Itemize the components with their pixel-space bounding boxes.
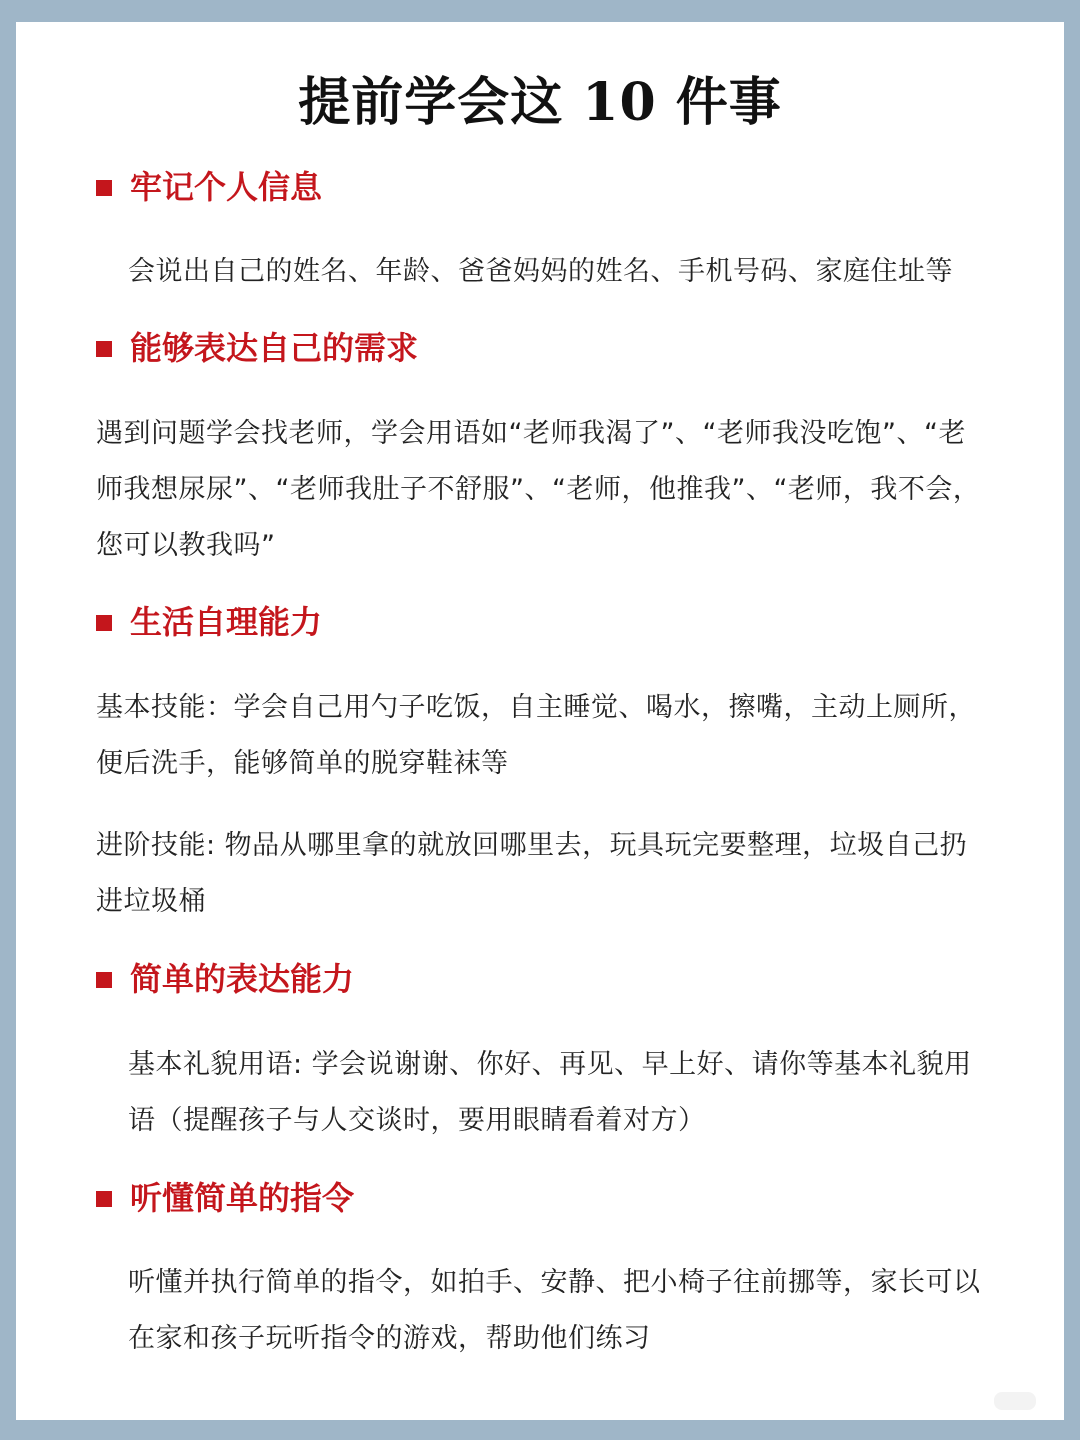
section-paragraph: 会说出自己的姓名、年龄、爸爸妈妈的姓名、手机号码、家庭住址等 <box>128 256 953 287</box>
section-paragraph: 基本技能：学会自己用勺子吃饭，自主睡觉、喝水，擦嘴，主动上厕所，便后洗手，能够简单的脱穿鞋袜等 <box>96 692 976 779</box>
section-self-care <box>96 603 982 641</box>
section-title: 听懂简单的指令 <box>130 1179 355 1217</box>
section-title: 牢记个人信息 <box>130 168 323 206</box>
section-self-care-basic <box>96 680 982 792</box>
square-bullet-icon <box>96 180 112 196</box>
section-paragraph: 听懂并执行简单的指令，如拍手、安静、把小椅子往前挪等，家长可以在家和孩子玩听指令的游戏，帮助他们练习 <box>128 1267 981 1354</box>
section-expression-needs-body <box>96 406 982 574</box>
section-self-care-advanced <box>96 818 982 930</box>
section-simple-commands-body <box>96 1255 982 1367</box>
section-title: 能够表达自己的需求 <box>130 329 419 367</box>
content-page <box>16 22 1064 1420</box>
section-expression-needs <box>96 329 982 367</box>
section-title: 生活自理能力 <box>130 603 323 641</box>
page-title: 提前学会这 10 件事 <box>298 72 782 133</box>
section-paragraph: 遇到问题学会找老师，学会用语如“老师我渴了”、“老师我没吃饱”、“老师我想尿尿”、“老师我肚子不舒服”、“老师，他推我”、“老师，我不会，您可以教我吗” <box>96 418 981 561</box>
section-paragraph: 进阶技能: 物品从哪里拿的就放回哪里去，玩具玩完要整理，垃圾自己扔进垃圾桶 <box>96 830 968 917</box>
section-simple-commands <box>96 1179 982 1217</box>
section-personal-info <box>96 168 982 206</box>
section-personal-info-body <box>96 244 982 300</box>
section-simple-expression-body <box>96 1037 982 1149</box>
square-bullet-icon <box>96 1191 112 1207</box>
section-heading <box>96 1179 982 1217</box>
section-heading <box>96 329 982 367</box>
square-bullet-icon <box>96 972 112 988</box>
square-bullet-icon <box>96 341 112 357</box>
section-heading <box>96 168 982 206</box>
section-heading <box>96 603 982 641</box>
square-bullet-icon <box>96 615 112 631</box>
section-simple-expression <box>96 960 982 998</box>
section-heading <box>96 960 982 998</box>
section-title: 简单的表达能力 <box>130 960 355 998</box>
section-paragraph: 基本礼貌用语: 学会说谢谢、你好、再见、早上好、请你等基本礼貌用语（提醒孩子与人交谈时，要用眼睛看着对方） <box>128 1049 972 1136</box>
watermark-stamp <box>994 1392 1036 1410</box>
